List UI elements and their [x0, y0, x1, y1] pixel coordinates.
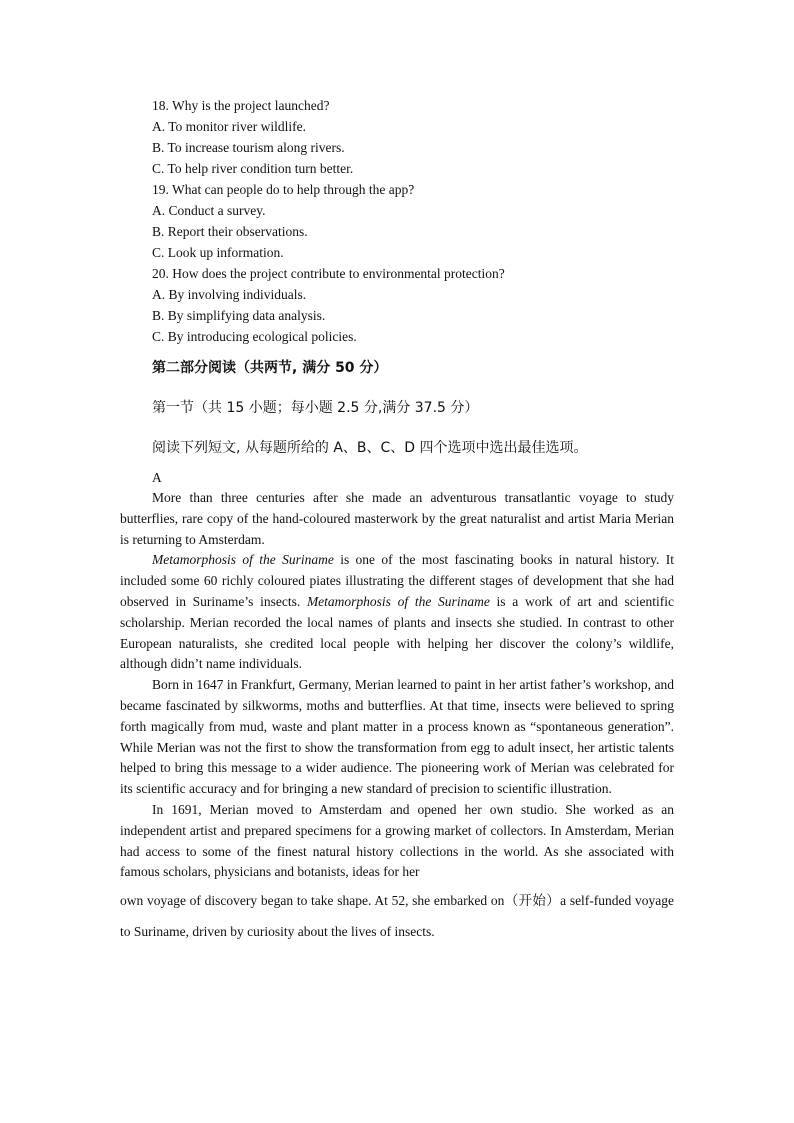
- question-stem: 19. What can people do to help through the app?: [152, 182, 415, 197]
- passage-paragraph-5: own voyage of discovery began to take shape. At 52, she embarked on（开始）a self-funded voyage to Suriname, driven by curiosity about the lives of insects.: [120, 893, 674, 940]
- question-stem: 20. How does the project contribute to environmental protection?: [152, 266, 505, 281]
- passage-paragraph-1: More than three centuries after she made an adventurous transatlantic voyage to study butterflies, rare copy of the hand-coloured masterwork by the great naturalist and artist Maria Merian is returning to Amsterdam.: [120, 490, 674, 547]
- question-18: [120, 95, 674, 179]
- reading-instruction: 阅读下列短文, 从每题所给的 A、B、C、D 四个选项中选出最佳选项。: [152, 440, 588, 456]
- passage-label: A: [152, 470, 162, 485]
- option-b: B. To increase tourism along rivers.: [152, 140, 345, 155]
- question-20: [120, 263, 674, 347]
- option-a: A. Conduct a survey.: [152, 203, 266, 218]
- option-c: C. Look up information.: [152, 245, 284, 260]
- option-b: B. Report their observations.: [152, 224, 308, 239]
- document-page: [120, 95, 674, 947]
- book-title: Metamorphosis of the Suriname: [152, 552, 334, 568]
- passage-paragraph-4: In 1691, Merian moved to Amsterdam and opened her own studio. She worked as an independent artist and prepared specimens for a growing market of collectors. In Amsterdam, Merian had access to some of the finest natural history collections in the world. As she associated with famous scholars, physicians and botanists, ideas for her: [120, 801, 674, 880]
- option-c: C. To help river condition turn better.: [152, 161, 354, 176]
- question-19: [120, 179, 674, 263]
- passage-paragraph-3: Born in 1647 in Frankfurt, Germany, Merian learned to paint in her artist father’s workshop, and became fascinated by silkworms, moths and butterflies. At that time, insects were believed to spring forth magically from mud, waste and plant matter in a process known as “spontaneous generation”. While Merian was not the first to show the transformation from egg to adult insect, her artistic talents helped to bring this message to a wider audience. The pioneering work of Merian was celebrated for its scientific accuracy and for bringing a new standard of precision to scientific illustration.: [120, 677, 674, 797]
- passage-paragraph-2: Metamorphosis of the Suriname is one of the most fascinating books in natural history. It included some 60 richly coloured piates illustrating the different stages of development that she had observed in Suriname’s insects. Metamorphosis of the Suriname is a work of art and scientific scholarship. Merian recorded the local names of plants and insects she studied. In contrast to other European naturalists, she credited local people with helping her discover the colony’s wildlife, although didn’t name individuals.: [120, 552, 674, 672]
- option-c: C. By introducing ecological policies.: [152, 329, 357, 344]
- book-title: Metamorphosis of the Suriname: [306, 593, 490, 609]
- section-one-heading: 第一节（共 15 小题；每小题 2.5 分,满分 37.5 分）: [152, 400, 479, 416]
- question-stem: 18. Why is the project launched?: [152, 98, 330, 113]
- part-two-heading: 第二部分阅读（共两节, 满分 50 分）: [152, 360, 388, 376]
- option-a: A. By involving individuals.: [152, 287, 307, 302]
- option-a: A. To monitor river wildlife.: [152, 119, 307, 134]
- option-b: B. By simplifying data analysis.: [152, 308, 326, 323]
